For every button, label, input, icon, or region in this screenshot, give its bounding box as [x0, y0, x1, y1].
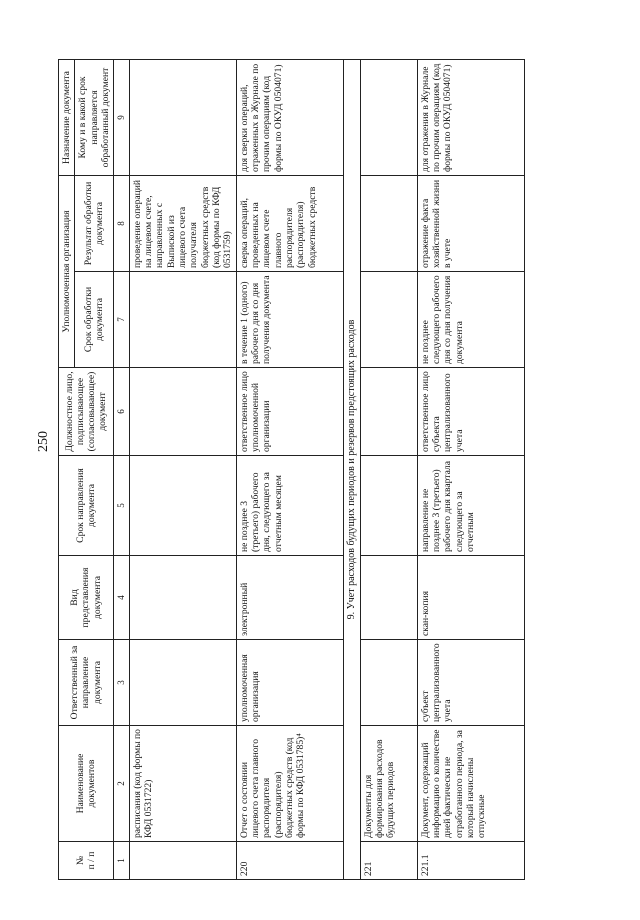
cell-form — [129, 556, 236, 640]
cell-deadline: направление не позднее 3 (третьего) рабочего дня квартала следующего за отчетным — [417, 456, 524, 556]
col-number: 6 — [114, 368, 130, 456]
cell-empty — [360, 176, 417, 272]
cell-purpose: для сверки операций, отраженных в Журнале по прочим операциям (код формы по ОКУД 0504071) — [236, 60, 343, 176]
cell-result: сверка операций, проведенных на лицевом счете главного распорядителя (распорядителя) бюджетных средств — [236, 176, 343, 272]
cell-name: Документ, содержащий информацию о количестве дней фактически не отработанного периода, за который начислены отпускные — [417, 726, 524, 842]
cell-num: 221.1 — [417, 842, 524, 880]
cell-result: отражение факта хозяйственной жизни в учете — [417, 176, 524, 272]
table-row — [129, 60, 236, 880]
cell-responsible: уполномоченная организация — [236, 640, 343, 726]
section-row — [343, 60, 360, 880]
cell-num: 221 — [360, 842, 417, 880]
col-number: 7 — [114, 272, 130, 368]
table-row — [360, 60, 417, 880]
header-purpose: Назначение документа — [59, 60, 75, 176]
column-number-row — [114, 60, 130, 880]
col-number: 4 — [114, 556, 130, 640]
col-number: 8 — [114, 176, 130, 272]
cell-proc-term: в течение 1 (одного) рабочего дня со дня получения документа — [236, 272, 343, 368]
cell-form: электронный — [236, 556, 343, 640]
header-num: № п / п — [59, 842, 114, 880]
cell-responsible: субъект централизованного учета — [417, 640, 524, 726]
col-number: 5 — [114, 456, 130, 556]
header-deadline: Срок направления документа — [59, 456, 114, 556]
section-title: 9. Учет расходов будущих периодов и резервов предстоящих расходов — [343, 60, 360, 880]
cell-official: ответственное лицо уполномоченной организации — [236, 368, 343, 456]
cell-name: Отчет о состоянии лицевого счета главного распорядителя (распорядителя) бюджетных средств (код формы по КФД 0531785)⁴ — [236, 726, 343, 842]
cell-name: Документы для формирования расходов будущих периодов — [360, 726, 417, 842]
col-number: 3 — [114, 640, 130, 726]
col-number: 9 — [114, 60, 130, 176]
cell-form: скан-копия — [417, 556, 524, 640]
table-row — [236, 60, 343, 880]
cell-empty — [360, 456, 417, 556]
col-number: 1 — [114, 842, 130, 880]
cell-empty — [360, 556, 417, 640]
header-official: Должностное лицо, подписывающее (согласовывающее) документ — [59, 368, 114, 456]
cell-purpose: для отражения в Журнале по прочим операциям (код формы по ОКУД 0504071) — [417, 60, 524, 176]
cell-empty — [360, 368, 417, 456]
header-auth-org: Уполномоченная организация — [59, 176, 75, 368]
header-doc-name: Наименование документов — [59, 726, 114, 842]
cell-empty — [360, 60, 417, 176]
cell-deadline — [129, 456, 236, 556]
cell-proc-term — [129, 272, 236, 368]
cell-proc-term: не позднее следующего рабочего дня со дня получения документа — [417, 272, 524, 368]
header-form: Вид представления документа — [59, 556, 114, 640]
cell-official — [129, 368, 236, 456]
header-purpose-sub: Кому и в какой срок направляется обработанный документ — [75, 60, 114, 176]
header-responsible: Ответственный за направление документа — [59, 640, 114, 726]
document-table — [58, 59, 525, 880]
rotated-table-container — [58, 60, 604, 880]
header-result: Результат обработки документа — [75, 176, 114, 272]
cell-deadline: не позднее 3 (третьего) рабочего дня, следующего за отчетным месяцем — [236, 456, 343, 556]
cell-official: ответственное лицо субъекта централизованного учета — [417, 368, 524, 456]
cell-name: расписания (код формы по КФД 0531722) — [129, 726, 236, 842]
cell-purpose — [129, 60, 236, 176]
header-proc-term: Срок обработки документа — [75, 272, 114, 368]
col-number: 2 — [114, 726, 130, 842]
cell-empty — [360, 272, 417, 368]
table-row — [417, 60, 524, 880]
cell-num — [129, 842, 236, 880]
cell-num: 220 — [236, 842, 343, 880]
cell-responsible — [129, 640, 236, 726]
page-number: 250 — [36, 431, 51, 452]
cell-empty — [360, 640, 417, 726]
cell-result: проведение операций на лицевом счете, направленных с Выпиской из лицевого счета получателя бюджетных средств (код формы по КФД 0531759) — [129, 176, 236, 272]
